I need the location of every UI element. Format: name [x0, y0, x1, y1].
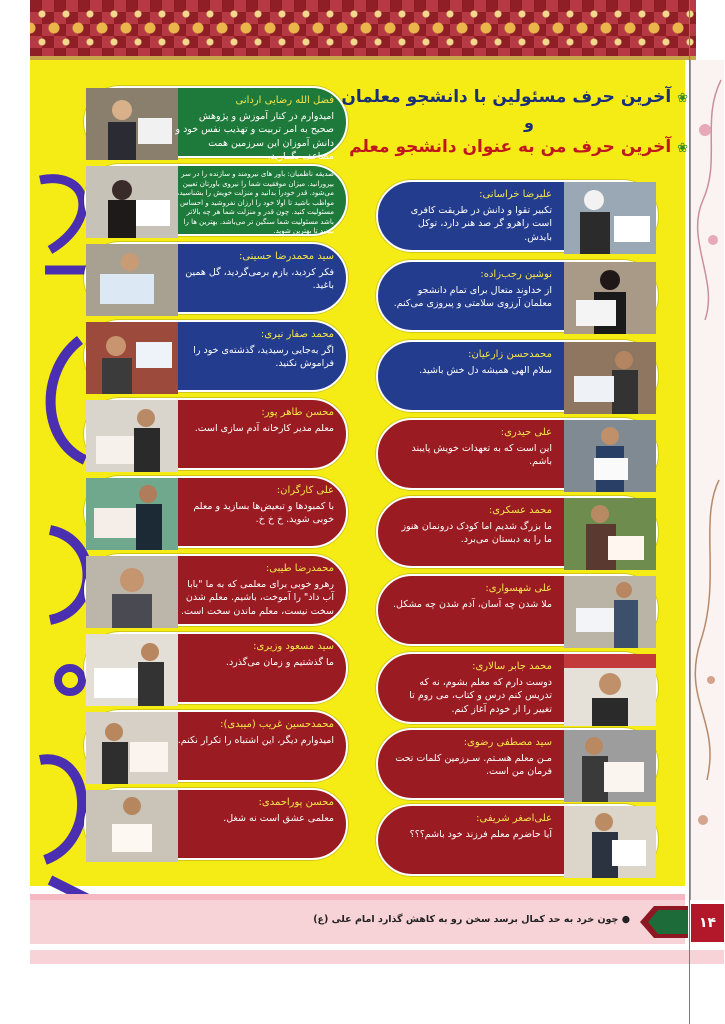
portrait-photo	[86, 556, 178, 624]
quote-card	[84, 398, 348, 470]
person-name: نوشین رجب‌زاده:	[480, 269, 552, 280]
quote-card	[84, 320, 348, 392]
quote-text: صدیقه ناظمیان: باور های نیرومند و سازنده را در سر بپرورانید. میزان موفقیت شما را نیروی باورتان تعیین می‌شود. قدر خودرا بدانید و منزلت خویش را بشناسید، مواظب باشید تا اولا خود را ارزان نفروشید و احساس مسئولیت کنید. چون قدر و منزلت شما هر چه بالاتر باشد مسئولیت شما سنگین تر می‌باشد. بهترین ها را ببینید تا بهترین شوید.	[177, 170, 334, 235]
portrait-photo	[86, 790, 178, 858]
portrait-photo	[564, 730, 656, 798]
person-name: علی‌اصغر شریفی:	[476, 813, 552, 824]
portrait-photo	[564, 806, 656, 874]
person-name: محمدحسین غریب (میبدی):	[220, 719, 334, 730]
person-name: محمد عسکری:	[488, 505, 552, 516]
person-name: فضل الله رضایی اردانی	[235, 95, 334, 106]
person-name: علی کارگران:	[276, 485, 334, 496]
person-name: سید مسعود وزیری:	[253, 641, 334, 652]
page-gutter-line	[689, 0, 690, 1024]
footer-quote: ● چون خرد به حد کمال برسد سخن رو به کاهش گذارد امام علی (ع)	[313, 914, 630, 925]
person-name: علی حیدری:	[500, 427, 552, 438]
person-name: محمد جابر سالاری:	[472, 661, 552, 672]
person-name: سید محمدرضا حسینی:	[238, 251, 334, 262]
quote-text: تکبیر تقوا و دانش در طریقت کافری است راهرو گر صد هنر دارد، توکل بایدش.	[410, 204, 552, 243]
quote-text: آیا حاضرم معلم فرزند خود باشم؟؟؟	[409, 828, 552, 840]
portrait-photo	[564, 342, 656, 410]
quote-text: رهرو خوبی برای معلمی که به ما "بابا آب داد" را آموخت، باشیم. معلم شدن سخت نیست، معلم ماندن سخت است.	[181, 578, 334, 617]
quote-card	[376, 574, 658, 646]
portrait-photo	[564, 420, 656, 488]
headline-conjunction: و	[524, 113, 534, 132]
person-name: محمدحسن زارعیان:	[468, 349, 552, 360]
person-name: محسن پوراحمدی:	[258, 797, 334, 808]
portrait-photo	[86, 322, 178, 390]
portrait-photo	[86, 166, 178, 234]
quote-text: دوست دارم که معلم بشوم، نه که تدریس کنم درس و کتاب، می روم تا تغییر را از خودم آغاز کنم.	[409, 676, 552, 715]
quote-card	[84, 632, 348, 704]
headline-line-1: ❀ آخرین حرف مسئولین با دانشجو معلمان	[341, 87, 688, 107]
quote-text: با کمبودها و تبعیض‌ها بسازید و معلم خوبی شوید. خ خ خ.	[193, 500, 334, 525]
quote-text: امیدوارم در کنار آموزش و پژوهش صحیح به امر تربیت و تهذیب نفس خود و دانش آموزان این سرزمین همت مضاعف بگمارید.	[175, 110, 334, 162]
bottom-stripe	[30, 950, 724, 964]
quote-card	[376, 418, 658, 490]
quote-card	[84, 242, 348, 314]
quote-text: ما بزرگ شدیم اما کودک درونمان هنوز ما را به دبستان می‌برد.	[401, 520, 552, 545]
quote-text: این است که به تعهدات خویش پایبند باشم.	[411, 442, 552, 467]
quote-card	[376, 260, 658, 332]
footer-stripe	[30, 894, 685, 900]
quote-text: سلام الهی همیشه دل خش باشید.	[419, 364, 552, 376]
person-name: سید مصطفی رضوی:	[463, 737, 552, 748]
quote-text: معلمی عشق است نه شغل.	[223, 812, 334, 824]
quote-card	[84, 710, 348, 782]
quote-card	[376, 728, 658, 800]
person-name: علیرضا خراسانی:	[479, 189, 552, 200]
portrait-photo	[86, 244, 178, 312]
quote-card	[84, 788, 348, 860]
quote-text: مـن معلم هسـتم. سـرزمین کلمات تحت فرمان من است.	[395, 752, 552, 777]
quote-card	[376, 340, 658, 412]
quote-card	[84, 476, 348, 548]
quote-card	[376, 180, 658, 252]
flower-bullet-icon: ❀	[677, 141, 688, 156]
portrait-photo	[86, 88, 178, 156]
portrait-photo	[86, 478, 178, 546]
person-name: محمدرضا طیبی:	[265, 563, 334, 574]
headline-line-2: ❀ آخرین حرف من به عنوان دانشجو معلم	[349, 137, 688, 157]
floral-side-strip	[690, 60, 724, 900]
person-name: محمد صفار نیری:	[260, 329, 334, 340]
quote-card	[84, 554, 348, 626]
quote-text: از خداوند متعال برای تمام دانشجو معلمان آرزوی سلامتی و پیروزی می‌کنم.	[393, 284, 552, 309]
portrait-photo	[564, 182, 656, 250]
quote-text: فکر کردید، بازم برمی‌گردید، گل همین باغید.	[185, 266, 334, 291]
person-name: محسن طاهر پور:	[261, 407, 334, 418]
person-name: علی شهسواری:	[485, 583, 552, 594]
quote-text: اگر به‌جایی رسیدید، گذشته‌ی خود را فراموش نکنید.	[193, 344, 334, 369]
quote-card	[376, 496, 658, 568]
page-number: ۱۴	[691, 904, 724, 942]
portrait-photo	[86, 712, 178, 780]
portrait-photo	[86, 634, 178, 702]
footer-arrow-icon	[640, 906, 688, 938]
portrait-photo	[564, 262, 656, 330]
portrait-photo	[564, 654, 656, 722]
quote-text: امیدوارم دیگر، این اشتباه را تکرار نکنم.	[177, 734, 334, 746]
portrait-photo	[564, 498, 656, 566]
portrait-photo	[86, 400, 178, 468]
quote-card	[376, 804, 658, 876]
quote-text: ملا شدن چه آسان، آدم شدن چه مشکل.	[393, 598, 552, 610]
quote-card	[376, 652, 658, 724]
quote-card	[84, 86, 348, 162]
quote-card	[84, 164, 348, 236]
decorative-header-band	[30, 0, 696, 58]
quote-text: ما گذشتیم و زمان می‌گذرد.	[225, 656, 334, 668]
flower-bullet-icon: ❀	[677, 91, 688, 106]
portrait-photo	[564, 576, 656, 644]
quote-text: معلم مدیر کارخانه آدم سازی است.	[194, 422, 334, 434]
page-headline	[341, 84, 688, 162]
